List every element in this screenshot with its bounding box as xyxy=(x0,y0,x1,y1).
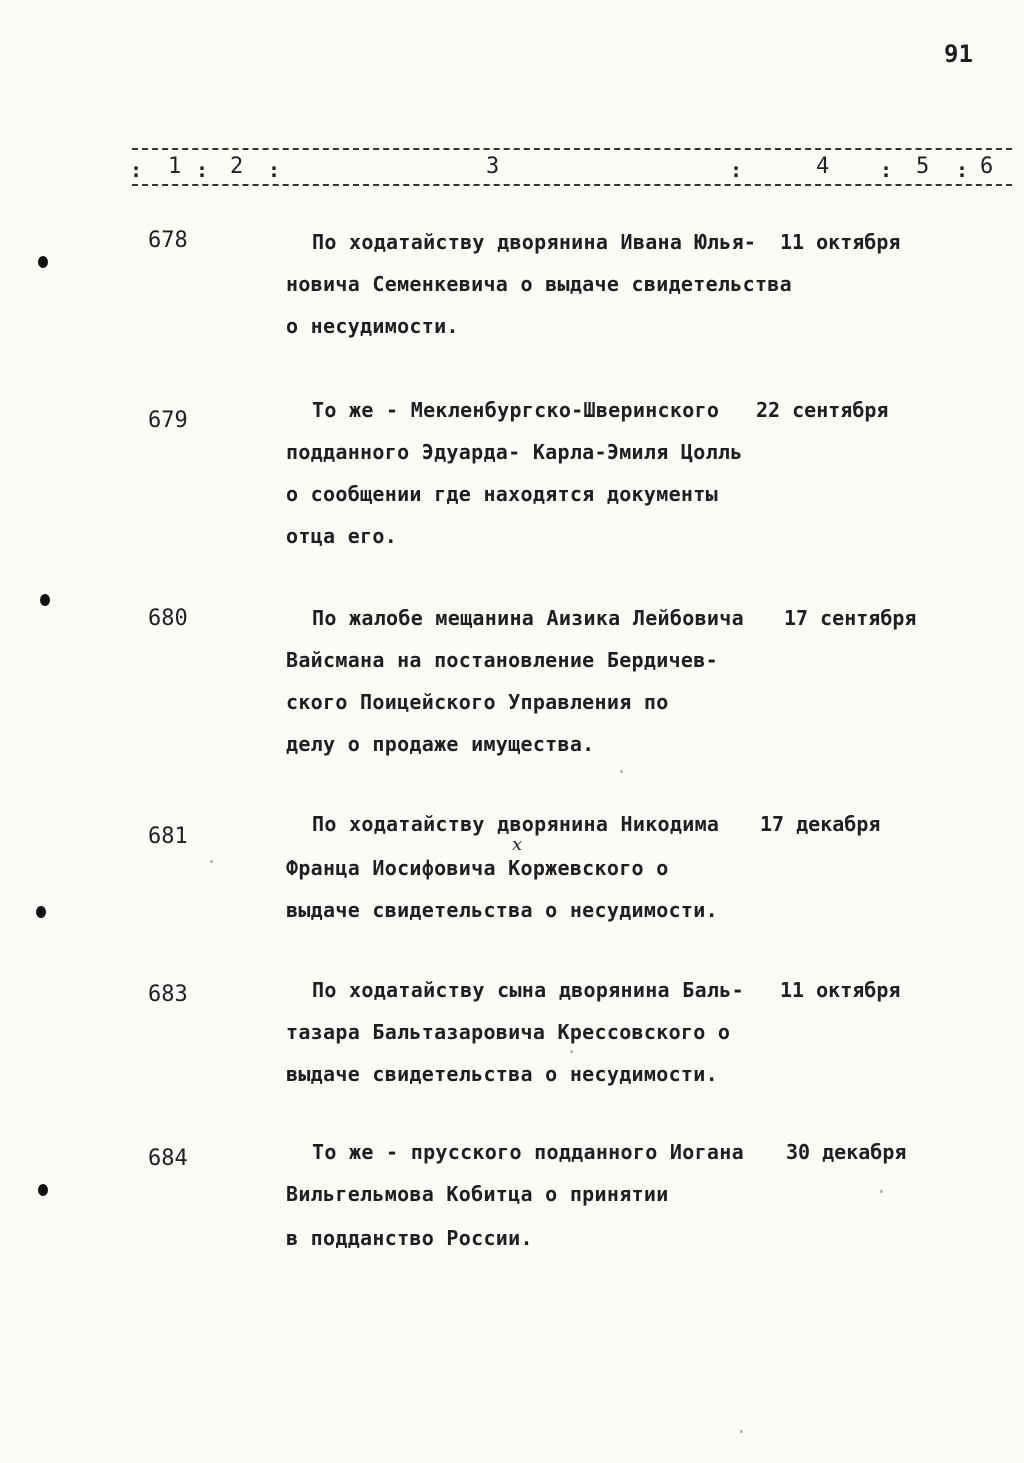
punch-hole xyxy=(36,906,46,918)
header-rule-top xyxy=(132,148,1012,150)
entry-text-line: Франца Иосифовича Коржевского о xyxy=(286,856,669,880)
paper-speck xyxy=(210,860,213,863)
entry-number: 678 xyxy=(148,228,188,253)
entry-text-line: выдаче свидетельства о несудимости. xyxy=(286,898,718,922)
entry-text-line: Вильгельмова Кобитца о принятии xyxy=(286,1182,669,1206)
column-header-3: 3 xyxy=(486,154,500,179)
column-separator: : xyxy=(730,158,743,182)
handwritten-correction-mark: x xyxy=(512,834,523,855)
entry-date: 11 октября xyxy=(780,978,901,1002)
page-number: 91 xyxy=(944,40,973,68)
column-separator: : xyxy=(130,158,143,182)
entry-text-line: подданного Эдуарда- Карла-Эмиля Цолль xyxy=(286,440,743,464)
entry-date: 17 декабря xyxy=(760,812,881,836)
entry-text-line: Вайсмана на постановление Бердичев- xyxy=(286,648,718,672)
entry-text-line: То же - Мекленбургско-Шверинского xyxy=(312,398,720,422)
entry-text-line: делу о продаже имущества. xyxy=(286,732,595,756)
paper-speck xyxy=(740,1430,743,1433)
entry-text-line: новича Семенкевича о выдаче свидетельства xyxy=(286,272,792,296)
paper-speck xyxy=(570,1050,573,1053)
header-rule-bottom xyxy=(132,184,1012,186)
paper-speck xyxy=(620,770,623,773)
column-header-6: 6 xyxy=(980,154,994,179)
column-separator: : xyxy=(196,158,209,182)
entry-date: 11 октября xyxy=(780,230,901,254)
entry-text-line: тазара Бальтазаровича Крессовского о xyxy=(286,1020,731,1044)
entry-text-line: в подданство России. xyxy=(286,1226,533,1250)
entry-date: 17 сентября xyxy=(784,606,917,630)
entry-number: 683 xyxy=(148,982,188,1007)
entry-text-line: По жалобе мещанина Аизика Лейбовича xyxy=(312,606,744,630)
column-header-4: 4 xyxy=(816,154,830,179)
column-header-5: 5 xyxy=(916,154,930,179)
column-separator: : xyxy=(956,158,969,182)
entry-date: 22 сентября xyxy=(756,398,889,422)
entry-number: 680 xyxy=(148,606,188,631)
column-separator: : xyxy=(880,158,893,182)
entry-text-line: о сообщении где находятся документы xyxy=(286,482,718,506)
entry-text-line: По ходатайству дворянина Ивана Юлья- xyxy=(312,230,757,254)
entry-text-line: То же - прусского подданного Иогана xyxy=(312,1140,744,1164)
column-separator: : xyxy=(268,158,281,182)
punch-hole xyxy=(38,1184,48,1196)
entry-text-line: По ходатайству сына дворянина Баль- xyxy=(312,978,744,1002)
entry-number: 681 xyxy=(148,824,188,849)
punch-hole xyxy=(40,594,50,606)
column-header-1: 1 xyxy=(168,154,182,179)
entry-text-line: выдаче свидетельства о несудимости. xyxy=(286,1062,718,1086)
punch-hole xyxy=(38,256,48,268)
entry-number: 684 xyxy=(148,1146,188,1171)
entry-text-line: о несудимости. xyxy=(286,314,459,338)
entry-date: 30 декабря xyxy=(786,1140,907,1164)
entry-number: 679 xyxy=(148,408,188,433)
paper-speck xyxy=(880,1190,883,1193)
entry-text-line: отца его. xyxy=(286,524,398,548)
entry-text-line: По ходатайству дворянина Никодима xyxy=(312,812,720,836)
column-header-2: 2 xyxy=(230,154,244,179)
entry-text-line: ского Поицейского Управления по xyxy=(286,690,669,714)
